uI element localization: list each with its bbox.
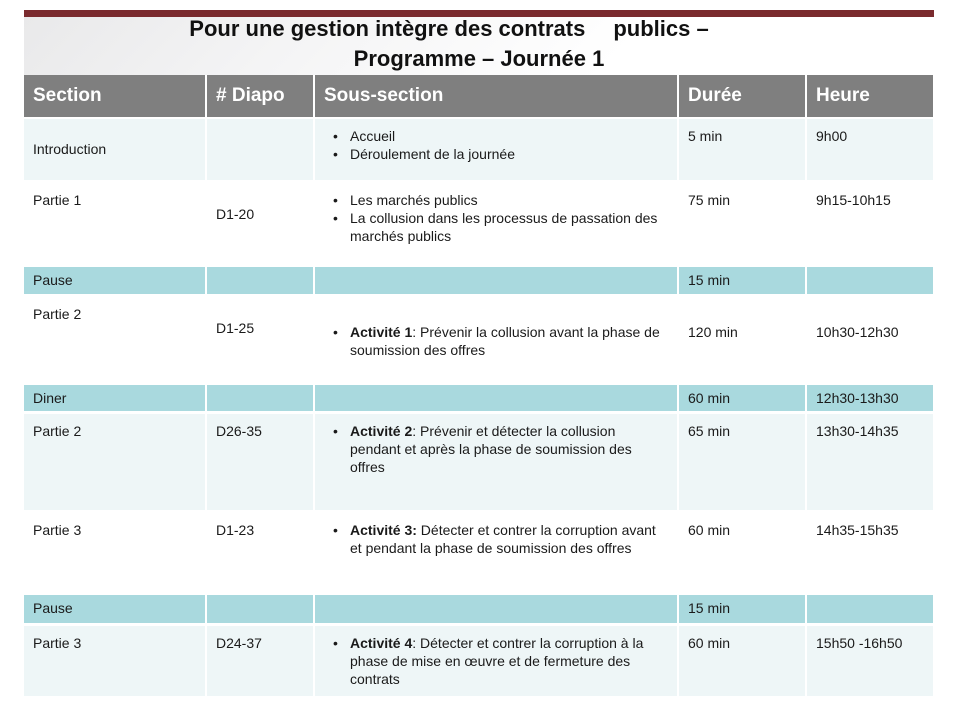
list-item [350, 422, 668, 476]
diapo-cell: D1-23 [206, 511, 314, 593]
list-item [350, 127, 668, 145]
diapo-cell: D1-20 [206, 181, 314, 265]
list-item-text: : Prévenir et détecter la collusion pendant et après la phase de soumission des offres [350, 422, 632, 475]
bullet-list [324, 634, 668, 688]
sous-section-cell [314, 593, 678, 624]
table-row [24, 181, 934, 265]
duree-cell: 15 min [678, 265, 806, 295]
table-row [24, 593, 934, 624]
section-cell: Partie 3 [24, 624, 206, 697]
heure-cell: 10h30-12h30 [806, 295, 934, 383]
header-duree: Durée [678, 75, 806, 118]
list-item-text: Accueil [350, 128, 396, 144]
list-item-text: Les marchés publics [350, 191, 478, 208]
heure-cell: 15h50 -16h50 [806, 624, 934, 697]
list-item [350, 145, 668, 163]
list-item-text: La collusion dans les processus de passation des marchés publics [350, 209, 658, 244]
heure-cell: 14h35-15h35 [806, 511, 934, 593]
bullet-list [324, 127, 668, 163]
section-cell: Partie 3 [24, 511, 206, 593]
list-item [350, 323, 668, 359]
sous-section-cell [314, 118, 678, 181]
diapo-cell [206, 118, 314, 181]
diapo-cell [206, 265, 314, 295]
list-item [350, 634, 668, 688]
header-heure: Heure [806, 75, 934, 118]
heure-cell: 12h30-13h30 [806, 383, 934, 412]
sous-section-cell [314, 181, 678, 265]
list-item-text: Déroulement de la journée [350, 146, 515, 162]
list-item [350, 209, 668, 245]
section-cell: Partie 2 [24, 412, 206, 511]
diapo-cell: D1-25 [206, 295, 314, 383]
heure-cell: 9h00 [806, 118, 934, 181]
title-line-1 [24, 14, 934, 44]
table-row [24, 383, 934, 412]
list-item-text: : Détecter et contrer la corruption à la phase de mise en œuvre et de fermeture des contrats [350, 634, 644, 687]
table-row [24, 118, 934, 181]
header-sous-section: Sous-section [314, 75, 678, 118]
activity-label: Activité 2 [350, 422, 413, 439]
sous-section-cell [314, 295, 678, 383]
heure-cell: 13h30-14h35 [806, 412, 934, 511]
table-row [24, 412, 934, 511]
section-cell: Diner [24, 383, 206, 412]
heure-cell [806, 265, 934, 295]
section-cell: Pause [24, 265, 206, 295]
sous-section-cell [314, 265, 678, 295]
header-section: Section [24, 75, 206, 118]
slide-title [24, 14, 934, 74]
diapo-cell: D24-37 [206, 624, 314, 697]
sous-section-cell [314, 624, 678, 697]
bullet-list [324, 521, 668, 557]
section-cell: Partie 1 [24, 181, 206, 265]
section-cell: Partie 2 [24, 295, 206, 383]
table-row [24, 265, 934, 295]
activity-label: Activité 3: [350, 521, 417, 538]
program-table [24, 75, 935, 699]
heure-cell [806, 593, 934, 624]
section-cell: Introduction [24, 118, 206, 181]
duree-cell: 5 min [678, 118, 806, 181]
diapo-cell: D26-35 [206, 412, 314, 511]
duree-cell: 60 min [678, 624, 806, 697]
bullet-list [324, 191, 668, 245]
heure-cell: 9h15-10h15 [806, 181, 934, 265]
table-row [24, 295, 934, 383]
list-item [350, 191, 668, 209]
bullet-list [324, 422, 668, 476]
title-line-1-part-a: Pour une gestion intègre des contrats [189, 16, 586, 41]
list-item-text: Détecter et contrer la corruption avant et pendant la phase de soumission des offres [350, 521, 656, 556]
title-line-2: Programme – Journée 1 [353, 46, 605, 71]
duree-cell: 65 min [678, 412, 806, 511]
activity-label: Activité 1 [350, 323, 413, 340]
table-row [24, 624, 934, 697]
list-item-text: : Prévenir la collusion avant la phase de soumission des offres [350, 323, 660, 358]
duree-cell: 15 min [678, 593, 806, 624]
duree-cell: 120 min [678, 295, 806, 383]
bullet-list [324, 323, 668, 359]
diapo-cell [206, 593, 314, 624]
duree-cell: 60 min [678, 383, 806, 412]
duree-cell: 75 min [678, 181, 806, 265]
sous-section-cell [314, 383, 678, 412]
header-row [24, 75, 934, 118]
header-diapo: # Diapo [206, 75, 314, 118]
diapo-cell [206, 383, 314, 412]
sous-section-cell [314, 511, 678, 593]
section-cell: Pause [24, 593, 206, 624]
duree-cell: 60 min [678, 511, 806, 593]
activity-label: Activité 4 [350, 634, 413, 651]
table-row [24, 511, 934, 593]
sous-section-cell [314, 412, 678, 511]
title-line-1-part-b: publics – [613, 16, 709, 41]
list-item [350, 521, 668, 557]
